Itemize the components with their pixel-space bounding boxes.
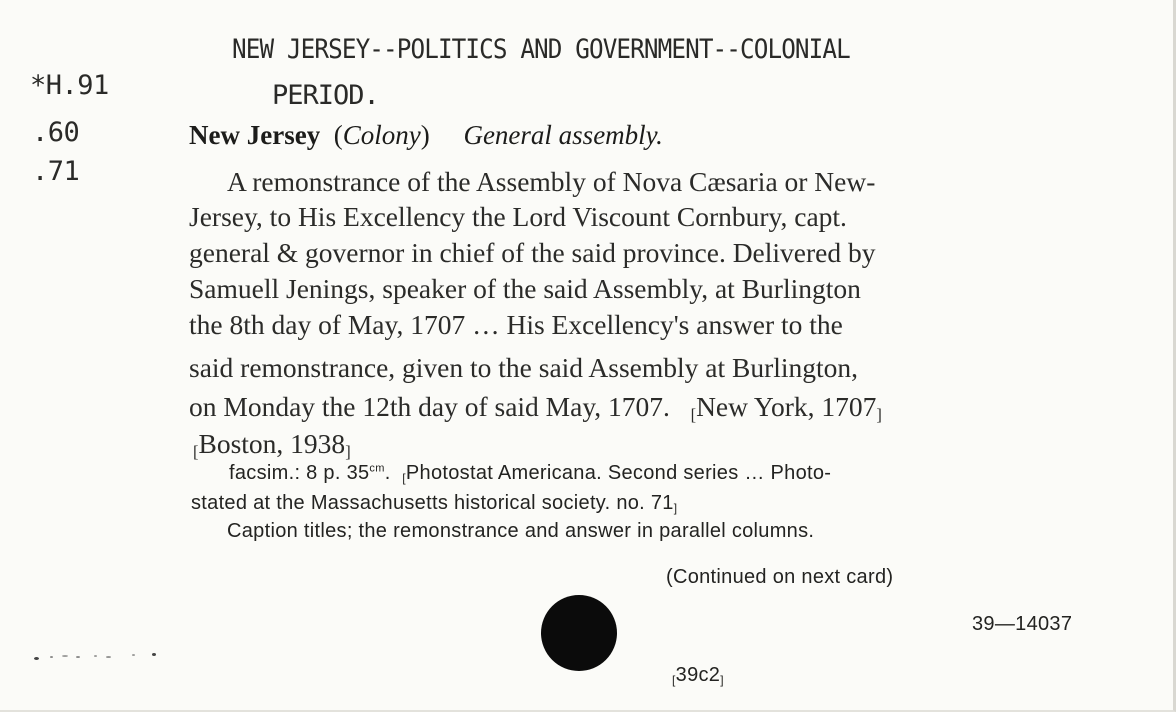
main-entry-qualifier: Colony: [342, 120, 421, 150]
imprint-original: New York, 1707: [696, 391, 877, 422]
imprint-reprint: Boston, 1938: [198, 428, 346, 459]
title-line: the 8th day of May, 1707 … His Excellency's answer to the: [189, 309, 843, 340]
title-line: general & governor in chief of the said province. Delivered by: [189, 237, 876, 268]
print-code: [39c2]: [672, 664, 724, 687]
main-entry-subheading: General assembly.: [463, 120, 663, 150]
card-number: 39—14037: [972, 613, 1073, 635]
imprint-reprint-line: [Boston, 1938]: [193, 428, 351, 462]
ink-specks: [32, 650, 162, 664]
print-code-value: 39c2: [675, 664, 721, 686]
series-line-2: stated at the Massachusetts historical society. no. 71: [191, 492, 674, 514]
continued-note: (Continued on next card): [666, 566, 894, 588]
collation-extent: facsim.: 8 p. 35: [229, 462, 370, 484]
title-line-end: on Monday the 12th day of said May, 1707.: [189, 391, 670, 422]
title-line: said remonstrance, given to the said Assembly at Burlington,: [189, 352, 859, 383]
main-entry-heading: New Jersey (Colony) General assembly.: [189, 120, 663, 150]
call-number-line-3: .71: [32, 156, 80, 187]
call-number-line-2: .60: [32, 117, 80, 148]
call-number-line-1: *H.91: [30, 70, 109, 101]
title-line: Jersey, to His Excellency the Lord Viscount Cornbury, capt.: [189, 201, 847, 232]
punch-hole: [541, 595, 617, 671]
collation-size-unit: cm: [369, 462, 385, 475]
collation-line: facsim.: 8 p. $35^{cm}$. [Photostat Americana. Second series … Photo-: [229, 462, 832, 485]
title-line: A remonstrance of the Assembly of Nova Cæsaria or New-: [227, 166, 876, 197]
title-line: Samuell Jenings, speaker of the said Assembly, at Burlington: [189, 273, 861, 304]
subject-heading-line-1: NEW JERSEY--POLITICS AND GOVERNMENT--COLONIAL: [232, 34, 850, 65]
subject-heading-line-2: PERIOD.: [272, 80, 379, 111]
title-line: on Monday the 12th day of said May, 1707. [New York, 1707]: [189, 391, 882, 425]
series-line-2-wrap: stated at the Massachusetts historical society. no. 71]: [191, 492, 678, 515]
main-entry-name: New Jersey: [189, 120, 321, 150]
series-line-1: Photostat Americana. Second series … Photo-: [405, 462, 832, 484]
note: Caption titles; the remonstrance and answer in parallel columns.: [227, 520, 815, 542]
